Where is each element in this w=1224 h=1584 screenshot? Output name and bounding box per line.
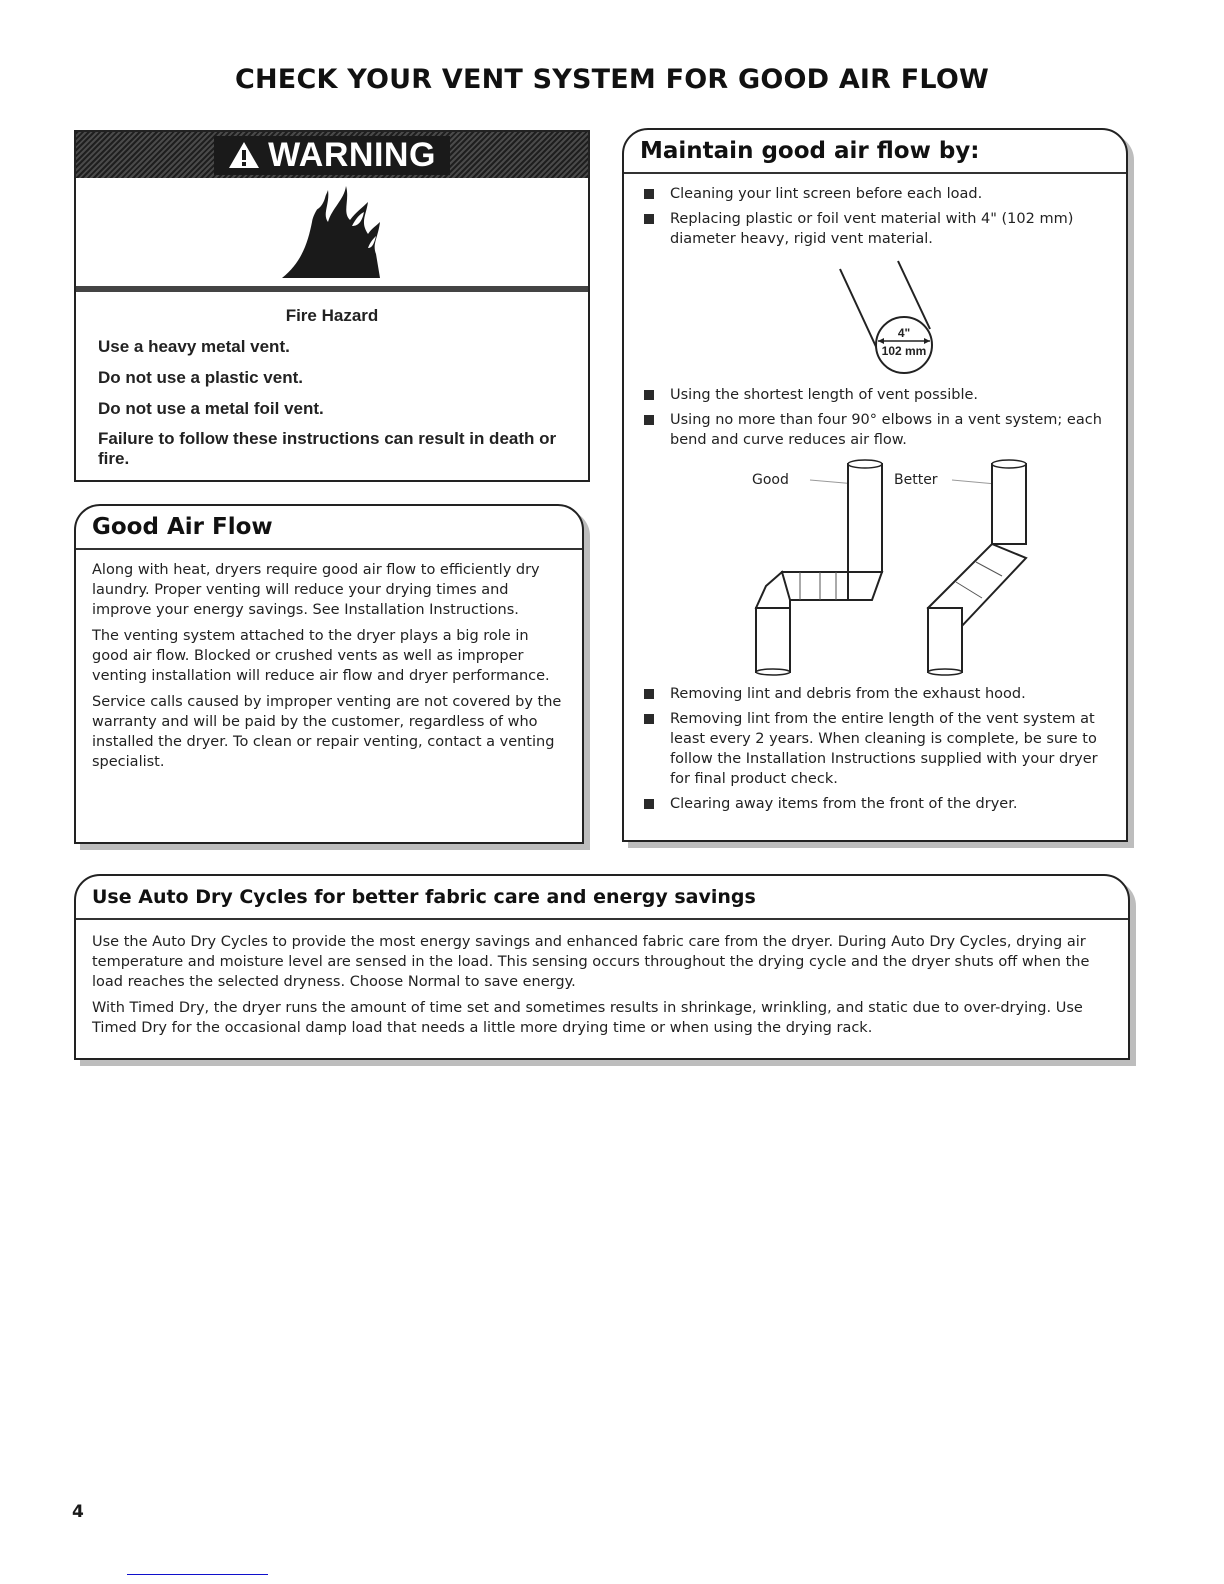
paragraph: Service calls caused by improper venting are not covered by the warranty and will be paid by the customer, regardless of who installed the dryer. To clean or repair venting, contact a venting specialist. (92, 694, 562, 770)
warning-line: Use a heavy metal vent. (98, 337, 290, 356)
maintain-title: Maintain good air flow by: (624, 130, 1126, 174)
square-bullet-icon (644, 214, 654, 224)
footer-rule (127, 1574, 268, 1575)
warning-box (74, 130, 590, 482)
good-air-flow-panel (74, 504, 584, 844)
list-item: Using the shortest length of vent possible. (640, 385, 1110, 405)
maintain-list-bottom (640, 684, 1110, 814)
better-label: Better (894, 472, 938, 488)
hazard-title: Fire Hazard (285, 306, 379, 325)
maintain-air-flow-panel (622, 128, 1128, 842)
warning-label: WARNING (268, 135, 436, 174)
fire-hazard-icon (272, 182, 392, 282)
fire-hazard-pictogram (76, 178, 588, 292)
good-label: Good (752, 472, 789, 488)
list-item: Cleaning your lint screen before each load. (640, 184, 1110, 204)
maintain-list-middle (640, 385, 1110, 450)
warning-text (76, 292, 588, 480)
warning-line: Do not use a metal foil vent. (98, 399, 324, 418)
square-bullet-icon (644, 390, 654, 400)
diameter-inch-label: 4" (897, 326, 911, 340)
elbow-comparison-diagram (730, 458, 1050, 676)
warning-line: Failure to follow these instructions can result in death or fire. (98, 429, 557, 468)
square-bullet-icon (644, 689, 654, 699)
paragraph: With Timed Dry, the dryer runs the amount of time set and sometimes results in shrinkage, wrinkling, and static due to over-drying. Use Timed Dry for the occasional damp load that needs a little more drying time or when using the drying rack. (92, 1000, 1083, 1036)
warning-triangle-icon (228, 141, 260, 169)
paragraph: Along with heat, dryers require good air flow to efficiently dry laundry. Proper venting will reduce your drying times and improve your energy savings. See Installation Instructions. (92, 562, 540, 618)
list-item: Removing lint from the entire length of the vent system at least every 2 years. When cleaning is complete, be sure to follow the Installation Instructions supplied with your dryer for final product check. (640, 709, 1110, 789)
paragraph: The venting system attached to the dryer plays a big role in good air flow. Blocked or crushed vents as well as improper venting installation will reduce air flow and dryer performance. (92, 628, 550, 684)
square-bullet-icon (644, 189, 654, 199)
list-item: Removing lint and debris from the exhaust hood. (640, 684, 1110, 704)
list-item: Clearing away items from the front of the dryer. (640, 794, 1110, 814)
square-bullet-icon (644, 799, 654, 809)
auto-dry-title: Use Auto Dry Cycles for better fabric care and energy savings (76, 876, 1128, 920)
warning-header (76, 132, 588, 178)
warning-line: Do not use a plastic vent. (98, 368, 303, 387)
paragraph: Use the Auto Dry Cycles to provide the most energy savings and enhanced fabric care from the dryer. During Auto Dry Cycles, drying air temperature and moisture level are sensed in the load. This sensing occurs throughout the drying cycle and the dryer shuts off when the load reaches the selected dryness. Choose Normal to save energy. (92, 934, 1090, 990)
good-air-flow-title: Good Air Flow (76, 506, 582, 550)
vent-diameter-diagram (820, 259, 940, 377)
auto-dry-panel (74, 874, 1130, 1060)
list-item: Using no more than four 90° elbows in a vent system; each bend and curve reduces air flow. (640, 410, 1110, 450)
maintain-list-top (640, 184, 1110, 249)
diameter-mm-label: 102 mm (881, 344, 927, 358)
square-bullet-icon (644, 714, 654, 724)
list-item: Replacing plastic or foil vent material with 4" (102 mm) diameter heavy, rigid vent material. (640, 209, 1110, 249)
square-bullet-icon (644, 415, 654, 425)
page-number: 4 (72, 1502, 84, 1522)
page-title: CHECK YOUR VENT SYSTEM FOR GOOD AIR FLOW (235, 64, 989, 95)
